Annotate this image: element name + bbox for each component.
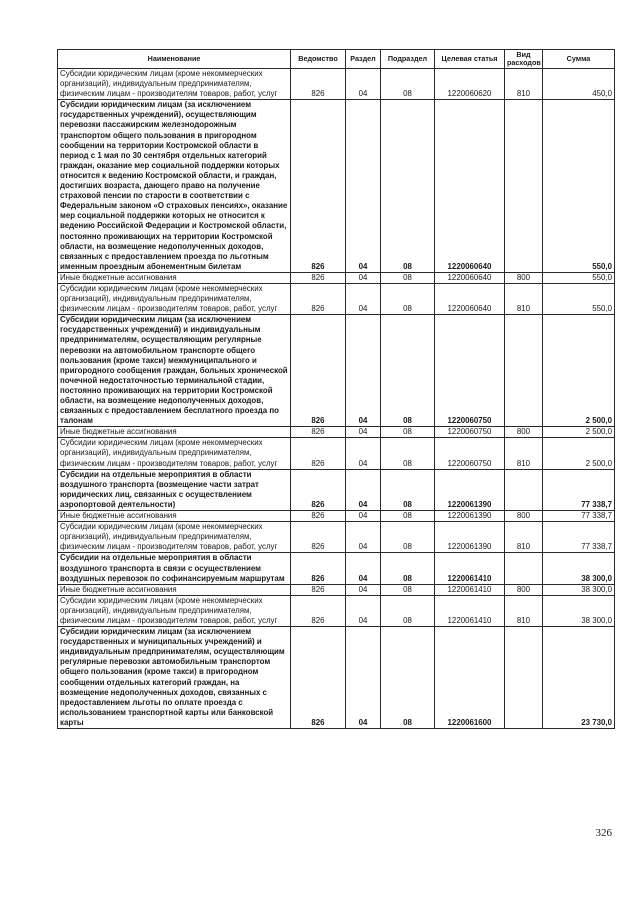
cell-vedomstvo: 826 [291, 427, 346, 438]
cell-name: Субсидии на отдельные мероприятия в области воздушного транспорта в связи с осуществлением воздушных перевозок по софинансируемым маршрутам [58, 553, 291, 584]
cell-target: 1220061410 [435, 553, 505, 584]
table-header [58, 50, 615, 69]
cell-vedomstvo: 826 [291, 100, 346, 273]
cell-razdel: 04 [346, 283, 381, 314]
cell-vid [505, 553, 543, 584]
table-row [58, 469, 615, 510]
cell-podrazdel: 08 [381, 100, 435, 273]
cell-podrazdel: 08 [381, 553, 435, 584]
cell-vid: 810 [505, 69, 543, 100]
cell-vedomstvo: 826 [291, 469, 346, 510]
cell-razdel: 04 [346, 469, 381, 510]
header-name: Наименование [58, 50, 291, 69]
table-row [58, 100, 615, 273]
cell-name: Субсидии юридическим лицам (за исключением государственных и муниципальных учреждений) и индивидуальным предпринимателям, осуществляющим регулярные перевозки автомобильным транспортом общего пользования (кроме такси) в пригородном сообщении отдельных категорий граждан, на возмещение недополученных доходов, связанных с предоставлением льготы по оплате проезда с использованием транспортной карты или банковской карты [58, 627, 291, 729]
cell-podrazdel: 08 [381, 627, 435, 729]
cell-vedomstvo: 826 [291, 595, 346, 626]
cell-sum: 77 338,7 [543, 469, 615, 510]
cell-name: Субсидии юридическим лицам (кроме некоммерческих организаций), индивидуальным предпринимателям, физическим лицам - производителям товаров, работ, услуг [58, 283, 291, 314]
cell-name: Иные бюджетные ассигнования [58, 511, 291, 522]
cell-vid [505, 627, 543, 729]
cell-name: Субсидии юридическим лицам (кроме некоммерческих организаций), индивидуальным предпринимателям, физическим лицам - производителям товаров, работ, услуг [58, 522, 291, 553]
budget-table [57, 49, 615, 729]
cell-sum: 550,0 [543, 283, 615, 314]
cell-podrazdel: 08 [381, 69, 435, 100]
cell-target: 1220061390 [435, 511, 505, 522]
table-row [58, 584, 615, 595]
cell-sum: 38 300,0 [543, 553, 615, 584]
cell-vid: 800 [505, 272, 543, 283]
cell-sum: 77 338,7 [543, 511, 615, 522]
cell-vedomstvo: 826 [291, 69, 346, 100]
cell-sum: 2 500,0 [543, 427, 615, 438]
cell-target: 1220060750 [435, 315, 505, 427]
cell-razdel: 04 [346, 438, 381, 469]
cell-vedomstvo: 826 [291, 315, 346, 427]
cell-razdel: 04 [346, 100, 381, 273]
cell-name: Субсидии юридическим лицам (кроме некоммерческих организаций), индивидуальным предпринимателям, физическим лицам - производителям товаров, работ, услуг [58, 438, 291, 469]
cell-name: Субсидии юридическим лицам (кроме некоммерческих организаций), индивидуальным предпринимателям, физическим лицам - производителям товаров, работ, услуг [58, 69, 291, 100]
cell-vid: 810 [505, 438, 543, 469]
cell-target: 1220061390 [435, 522, 505, 553]
cell-target: 1220061600 [435, 627, 505, 729]
cell-razdel: 04 [346, 315, 381, 427]
cell-vid [505, 100, 543, 273]
cell-podrazdel: 08 [381, 469, 435, 510]
cell-target: 1220060750 [435, 438, 505, 469]
cell-razdel: 04 [346, 427, 381, 438]
header-target: Целевая статья [435, 50, 505, 69]
table-body [58, 69, 615, 729]
cell-target: 1220061410 [435, 584, 505, 595]
cell-sum: 77 338,7 [543, 522, 615, 553]
cell-vid: 800 [505, 584, 543, 595]
cell-razdel: 04 [346, 272, 381, 283]
table-row [58, 595, 615, 626]
cell-podrazdel: 08 [381, 522, 435, 553]
header-podrazdel: Подраздел [381, 50, 435, 69]
cell-vedomstvo: 826 [291, 584, 346, 595]
cell-vedomstvo: 826 [291, 272, 346, 283]
cell-vid: 810 [505, 595, 543, 626]
cell-vid [505, 469, 543, 510]
cell-target: 1220060620 [435, 69, 505, 100]
cell-vid [505, 315, 543, 427]
cell-name: Субсидии на отдельные мероприятия в области воздушного транспорта (возмещение части затрат юридических лиц, связанных с осуществлением аэропортовой деятельности) [58, 469, 291, 510]
table-row [58, 511, 615, 522]
cell-name: Субсидии юридическим лицам (за исключением государственных учреждений), осуществляющим перевозки пассажирским железнодорожным транспортом общего пользования в пригородном сообщении на территории Костромской области в период с 1 мая по 30 сентября отдельных категорий граждан, оказание мер социальной поддержки которых относится к ведению Костромской области, и граждан, достигших возраста, дающего право на получение страховой пенсии по старости в соответствии с Федеральным законом «О страховых пенсиях», оказание мер социальной поддержки которых не относится к ведению Российской Федерации и Костромской области, постоянно проживающих на территории Костромской области, на возмещение недополученных доходов, связанных с предоставлением проезда по льготным именным проездным абонементным билетам [58, 100, 291, 273]
cell-name: Субсидии юридическим лицам (кроме некоммерческих организаций), индивидуальным предпринимателям, физическим лицам - производителям товаров, работ, услуг [58, 595, 291, 626]
cell-vid: 800 [505, 427, 543, 438]
cell-sum: 2 500,0 [543, 438, 615, 469]
cell-razdel: 04 [346, 584, 381, 595]
cell-vedomstvo: 826 [291, 438, 346, 469]
cell-vid: 810 [505, 283, 543, 314]
header-razdel: Раздел [346, 50, 381, 69]
cell-sum: 450,0 [543, 69, 615, 100]
cell-name: Иные бюджетные ассигнования [58, 427, 291, 438]
table-row [58, 522, 615, 553]
cell-razdel: 04 [346, 511, 381, 522]
cell-vedomstvo: 826 [291, 522, 346, 553]
cell-podrazdel: 08 [381, 283, 435, 314]
cell-razdel: 04 [346, 553, 381, 584]
table-row [58, 438, 615, 469]
cell-podrazdel: 08 [381, 511, 435, 522]
cell-vedomstvo: 826 [291, 553, 346, 584]
cell-sum: 38 300,0 [543, 595, 615, 626]
table-row [58, 283, 615, 314]
cell-podrazdel: 08 [381, 438, 435, 469]
cell-vedomstvo: 826 [291, 627, 346, 729]
cell-target: 1220060640 [435, 283, 505, 314]
table-row [58, 272, 615, 283]
cell-vid: 810 [505, 522, 543, 553]
cell-name: Субсидии юридическим лицам (за исключением государственных учреждений) и индивидуальным предпринимателям, осуществляющим регулярные перевозки на автомобильном транспорте общего пользования (кроме такси) межмуниципального и пригородного сообщения граждан, больных хронической почечной недостаточностью терминальной стадии, постоянно проживающих на территории Костромской области, на возмещение недополученных доходов, связанных с предоставлением бесплатного проезда по талонам [58, 315, 291, 427]
cell-podrazdel: 08 [381, 584, 435, 595]
table-row [58, 627, 615, 729]
table-row [58, 315, 615, 427]
cell-podrazdel: 08 [381, 315, 435, 427]
cell-target: 1220060640 [435, 272, 505, 283]
page-number: 326 [595, 827, 612, 839]
header-sum: Сумма [543, 50, 615, 69]
cell-razdel: 04 [346, 595, 381, 626]
cell-sum: 550,0 [543, 100, 615, 273]
cell-vid: 800 [505, 511, 543, 522]
cell-sum: 23 730,0 [543, 627, 615, 729]
cell-podrazdel: 08 [381, 595, 435, 626]
cell-name: Иные бюджетные ассигнования [58, 272, 291, 283]
cell-target: 1220060640 [435, 100, 505, 273]
cell-target: 1220061410 [435, 595, 505, 626]
cell-razdel: 04 [346, 69, 381, 100]
cell-target: 1220061390 [435, 469, 505, 510]
cell-name: Иные бюджетные ассигнования [58, 584, 291, 595]
header-vedomstvo: Ведомство [291, 50, 346, 69]
cell-podrazdel: 08 [381, 272, 435, 283]
cell-razdel: 04 [346, 627, 381, 729]
table-row [58, 69, 615, 100]
cell-vedomstvo: 826 [291, 283, 346, 314]
cell-vedomstvo: 826 [291, 511, 346, 522]
cell-sum: 38 300,0 [543, 584, 615, 595]
header-vid: Вид расходов [505, 50, 543, 69]
header-row [58, 50, 615, 69]
cell-sum: 2 500,0 [543, 315, 615, 427]
cell-podrazdel: 08 [381, 427, 435, 438]
table-row [58, 553, 615, 584]
cell-target: 1220060750 [435, 427, 505, 438]
table-row [58, 427, 615, 438]
cell-razdel: 04 [346, 522, 381, 553]
cell-sum: 550,0 [543, 272, 615, 283]
